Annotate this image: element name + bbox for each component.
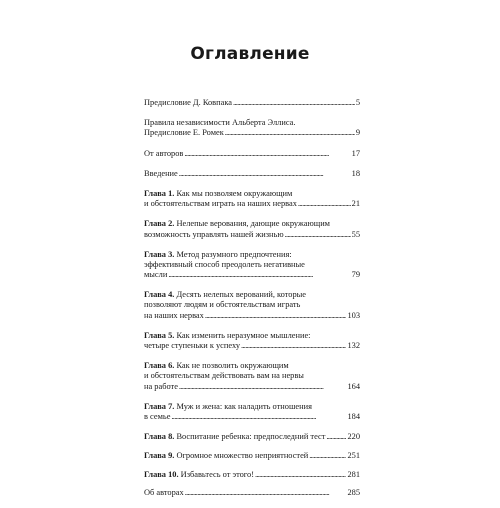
toc-entry-text (144, 300, 300, 309)
toc-line (144, 199, 360, 209)
toc-entry-text (144, 230, 284, 240)
toc-entry-text (144, 199, 297, 209)
toc-entry-title: на наших нервах (144, 310, 204, 320)
toc-entry-title: Как изменить неразумное мышление: (174, 330, 311, 340)
chapter-label: Глава 2. (144, 219, 175, 229)
toc-entry-text (144, 290, 306, 299)
toc-entry-title: Воспитание ребенка: предпоследний тест (174, 432, 326, 442)
page-number: 103 (347, 310, 360, 320)
toc-entry-title: мысли (144, 270, 168, 280)
toc-entry-title: позволяют людям и обстоятельствам играть (144, 300, 301, 310)
chapter-label: Глава 4. (144, 290, 175, 300)
dot-leader (326, 432, 346, 442)
toc-entry-title: эффективный способ преодолеть негативные (144, 259, 305, 269)
toc-entry (144, 219, 360, 239)
chapter-label: Глава 1. (144, 188, 175, 198)
page-number: 55 (351, 229, 360, 239)
toc-entry-text (144, 488, 184, 498)
toc-entry-text (144, 149, 183, 159)
toc-entry-text (144, 470, 254, 480)
toc-entry-text (144, 361, 289, 370)
toc-entry-title: в семье (144, 411, 171, 421)
toc-line (144, 371, 360, 381)
toc-entry-text (144, 128, 224, 138)
chapter-label: Глава 3. (144, 249, 175, 259)
toc-entry-text (144, 270, 167, 280)
toc-line (144, 250, 360, 260)
toc-entry-title: От авторов (144, 148, 184, 158)
chapter-label: Глава 5. (144, 330, 175, 340)
toc-entry-text (144, 341, 240, 351)
dot-leader (255, 470, 346, 480)
page-number: 79 (351, 270, 360, 280)
toc-entry-text (144, 219, 330, 228)
toc-entry-title: Предисловие Е. Ромек (144, 128, 224, 138)
toc-line (144, 382, 360, 392)
toc-entry (144, 98, 360, 108)
toc-entry-title: Как мы позволяем окружающим (174, 188, 293, 198)
toc-entry (144, 331, 360, 351)
page-title: Оглавление (190, 44, 310, 64)
toc-line (144, 169, 360, 179)
toc-entry-title: и обстоятельствам действовать вам на нервы (144, 371, 304, 381)
toc-entry-text (144, 402, 312, 411)
dot-leader (298, 199, 351, 209)
toc-line (144, 300, 360, 310)
toc-entry-text (144, 331, 311, 340)
toc-line (144, 270, 360, 280)
toc-entry (144, 361, 360, 392)
toc-entry-title: Десять нелепых верований, которые (174, 290, 307, 300)
toc-entry-title: Предисловие Д. Ковпака (144, 98, 232, 107)
dot-leader (205, 311, 347, 321)
toc-line (144, 219, 360, 229)
toc-entry-title: Введение (144, 168, 178, 178)
toc-entry-text (144, 118, 295, 127)
toc-entry-title: Об авторах (144, 488, 184, 498)
toc-entry-text (144, 189, 292, 198)
dot-leader (184, 149, 350, 159)
toc-line (144, 98, 360, 108)
toc-line (144, 230, 360, 240)
toc-line (144, 128, 360, 138)
page-number: 184 (347, 411, 360, 421)
toc-entry-text (144, 169, 178, 179)
dot-leader (233, 98, 355, 108)
toc-entry-text (144, 250, 292, 259)
toc-entry-title: Правила независимости Альберта Эллиса. (144, 118, 296, 128)
chapter-label: Глава 10. (144, 469, 179, 479)
page-number: 5 (355, 98, 360, 107)
toc-entry (144, 250, 360, 281)
toc-entry-text (144, 432, 325, 442)
dot-leader (168, 270, 350, 280)
toc-entry-title: возможность управлять нашей жизнью (144, 229, 284, 239)
chapter-label: Глава 7. (144, 401, 175, 411)
toc-entry (144, 432, 360, 442)
toc-entry-title: Метод разумного предпочтения: (174, 249, 292, 259)
toc-entry-title: на работе (144, 381, 178, 391)
toc-entry-title: Муж и жена: как наладить отношения (174, 401, 312, 411)
toc-entry (144, 470, 360, 480)
toc-entry-text (144, 412, 170, 422)
dot-leader (241, 341, 346, 351)
dot-leader (179, 169, 351, 179)
toc-entry-text (144, 451, 308, 461)
chapter-label: Глава 8. (144, 432, 175, 442)
toc-entry (144, 488, 360, 498)
toc-entry-title: Нелепые верования, дающие окружающим (174, 219, 330, 229)
toc-entry-title: четыре ступеньки к успеху (144, 341, 241, 350)
toc-entry-title: Как не позволить окружающим (174, 361, 289, 371)
dot-leader (171, 412, 346, 422)
toc-line (144, 118, 360, 128)
toc-line (144, 189, 360, 199)
page-number: 220 (347, 432, 360, 442)
toc-line (144, 260, 360, 270)
dot-leader (185, 488, 347, 498)
page-number: 285 (347, 488, 360, 498)
toc-entry (144, 189, 360, 209)
page-number: 9 (355, 128, 360, 138)
toc-entry-title: Огромное множество неприятностей (174, 450, 309, 460)
toc-entry-title: Избавьтесь от этого! (178, 469, 255, 479)
dot-leader (179, 382, 347, 392)
toc-line (144, 361, 360, 371)
page-number: 132 (347, 341, 360, 350)
dot-leader (309, 451, 346, 461)
page-number: 18 (351, 168, 360, 178)
page-number: 164 (347, 381, 360, 391)
toc-entry (144, 451, 360, 461)
table-of-contents (144, 98, 360, 508)
toc-line (144, 341, 360, 351)
toc-entry (144, 290, 360, 321)
toc-entry-text (144, 260, 305, 269)
page-number: 281 (347, 469, 360, 479)
toc-line (144, 149, 360, 159)
toc-line (144, 470, 360, 480)
toc-entry (144, 149, 360, 159)
toc-entry-text (144, 382, 178, 392)
toc-line (144, 290, 360, 300)
chapter-label: Глава 6. (144, 361, 175, 371)
toc-entry-text (144, 371, 304, 380)
toc-entry-text (144, 311, 204, 321)
toc-line (144, 488, 360, 498)
toc-entry (144, 118, 360, 138)
toc-line (144, 451, 360, 461)
toc-entry (144, 402, 360, 422)
chapter-label: Глава 9. (144, 450, 175, 460)
page-number: 17 (351, 148, 360, 158)
dot-leader (285, 230, 351, 240)
toc-entry-text (144, 98, 232, 108)
page-number: 21 (351, 199, 360, 209)
toc-line (144, 412, 360, 422)
toc-line (144, 311, 360, 321)
toc-entry-title: и обстоятельствам играть на наших нервах (144, 199, 297, 209)
toc-line (144, 331, 360, 341)
toc-line (144, 402, 360, 412)
page-number: 251 (347, 450, 360, 460)
toc-entry (144, 169, 360, 179)
toc-line (144, 432, 360, 442)
dot-leader (225, 128, 355, 138)
